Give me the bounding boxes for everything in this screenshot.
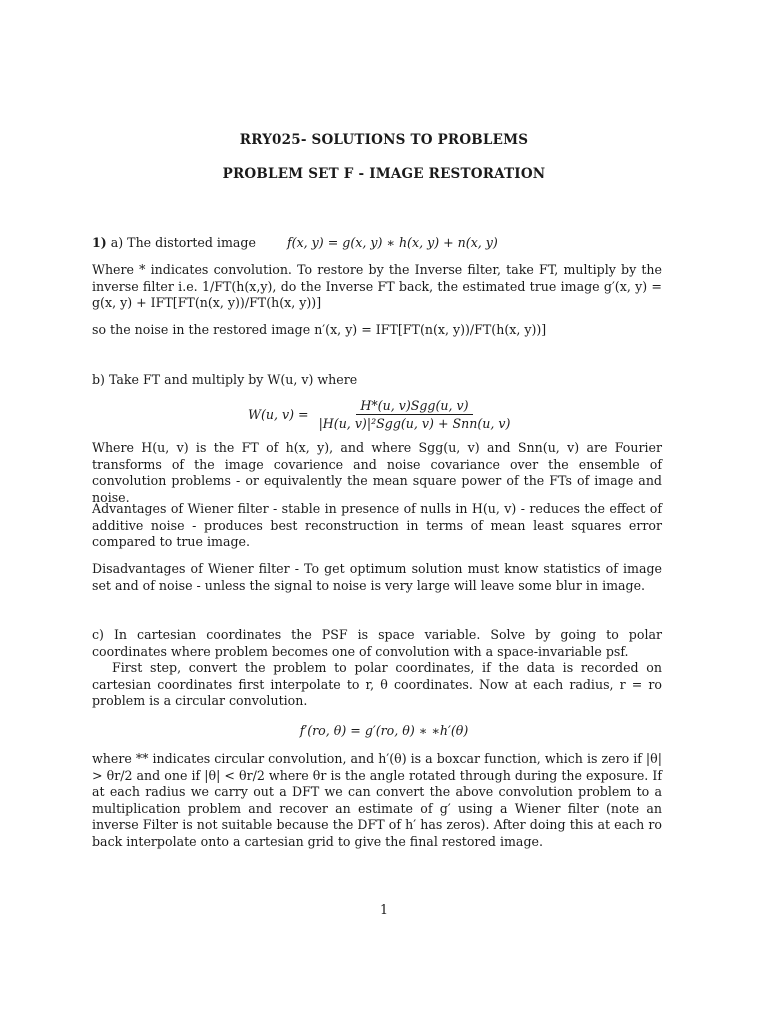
- paragraph-noise: so the noise in the restored image n′(x, y) = IFT[FT(n(x, y))/FT(h(x, y))]: [92, 322, 547, 337]
- document-subtitle: PROBLEM SET F - IMAGE RESTORATION: [222, 166, 546, 182]
- paragraph-disadvantages: Disadvantages of Wiener filter - To get optimum solution must know statistics of image set and of noise - unless the signal to noise is very large will leave some blur in image.: [92, 561, 662, 593]
- paragraph-circular-convolution: where ** indicates circular convolution, and h′(θ) is a boxcar function, which is zero if |θ| > θr/2 and one if |θ| < θr/2 where θr is the angle rotated through during the exposure. If at each radius we carry out a DFT we can convert the above convolution problem to a multiplication problem and recover an estimate of g′ using a Wiener filter (note an inverse Filter is not suitable because the DFT of h′ has zeros). After doing this at each ro back interpolate onto a cartesian grid to give the final restored image.: [92, 751, 662, 849]
- wiener-numerator: H*(u, v)Sgg(u, v): [356, 398, 472, 415]
- question-number: 1): [92, 235, 107, 250]
- document-title: RRY025- SOLUTIONS TO PROBLEMS: [239, 132, 529, 148]
- paragraph-inverse-filter: Where * indicates convolution. To restore by the Inverse filter, take FT, multiply by the inverse filter i.e. 1/FT(h(x,y), do the Inverse FT back, the estimated true image g′(x, y) = g(x, y) + IFT[FT(n(x, y))/FT(h(x, y))]: [92, 262, 662, 310]
- question-1a: [92, 235, 662, 252]
- wiener-lhs: W(u, v) =: [248, 407, 309, 422]
- paragraph-definitions: Where H(u, v) is the FT of h(x, y), and where Sgg(u, v) and Snn(u, v) are Fourier transforms of the image covarience and noise covariance over the ensemble of convolution problems - or equivalently the mean square power of the FTs of image and noise.: [92, 440, 662, 505]
- question-label: a) The distorted image: [110, 235, 256, 250]
- circular-convolution-equation: f′(ro, θ) = g′(ro, θ) ∗ ∗h′(θ): [299, 723, 469, 738]
- paragraph-part-c: [92, 627, 662, 710]
- part-c-steps: First step, convert the problem to polar coordinates, if the data is recorded on cartesian coordinates first interpolate to r, θ coordinates. Now at each radius, r = ro problem is a circular convolution.: [92, 660, 662, 708]
- page-number: 1: [379, 902, 388, 917]
- wiener-denominator: |H(u, v)|²Sgg(u, v) + Snn(u, v): [318, 416, 511, 431]
- part-c-intro: c) In cartesian coordinates the PSF is space variable. Solve by going to polar coordinates where problem becomes one of convolution with a space-invariable psf.: [92, 627, 662, 659]
- distortion-equation: f(x, y) = g(x, y) ∗ h(x, y) + n(x, y): [287, 235, 498, 250]
- wiener-fraction: [315, 398, 515, 431]
- paragraph-advantages: Advantages of Wiener filter - stable in presence of nulls in H(u, v) - reduces the effect of additive noise - produces best reconstruction in terms of mean least squares error compared to true image.: [92, 501, 662, 549]
- paragraph-part-b: b) Take FT and multiply by W(u, v) where: [92, 372, 358, 387]
- wiener-equation: [248, 398, 514, 431]
